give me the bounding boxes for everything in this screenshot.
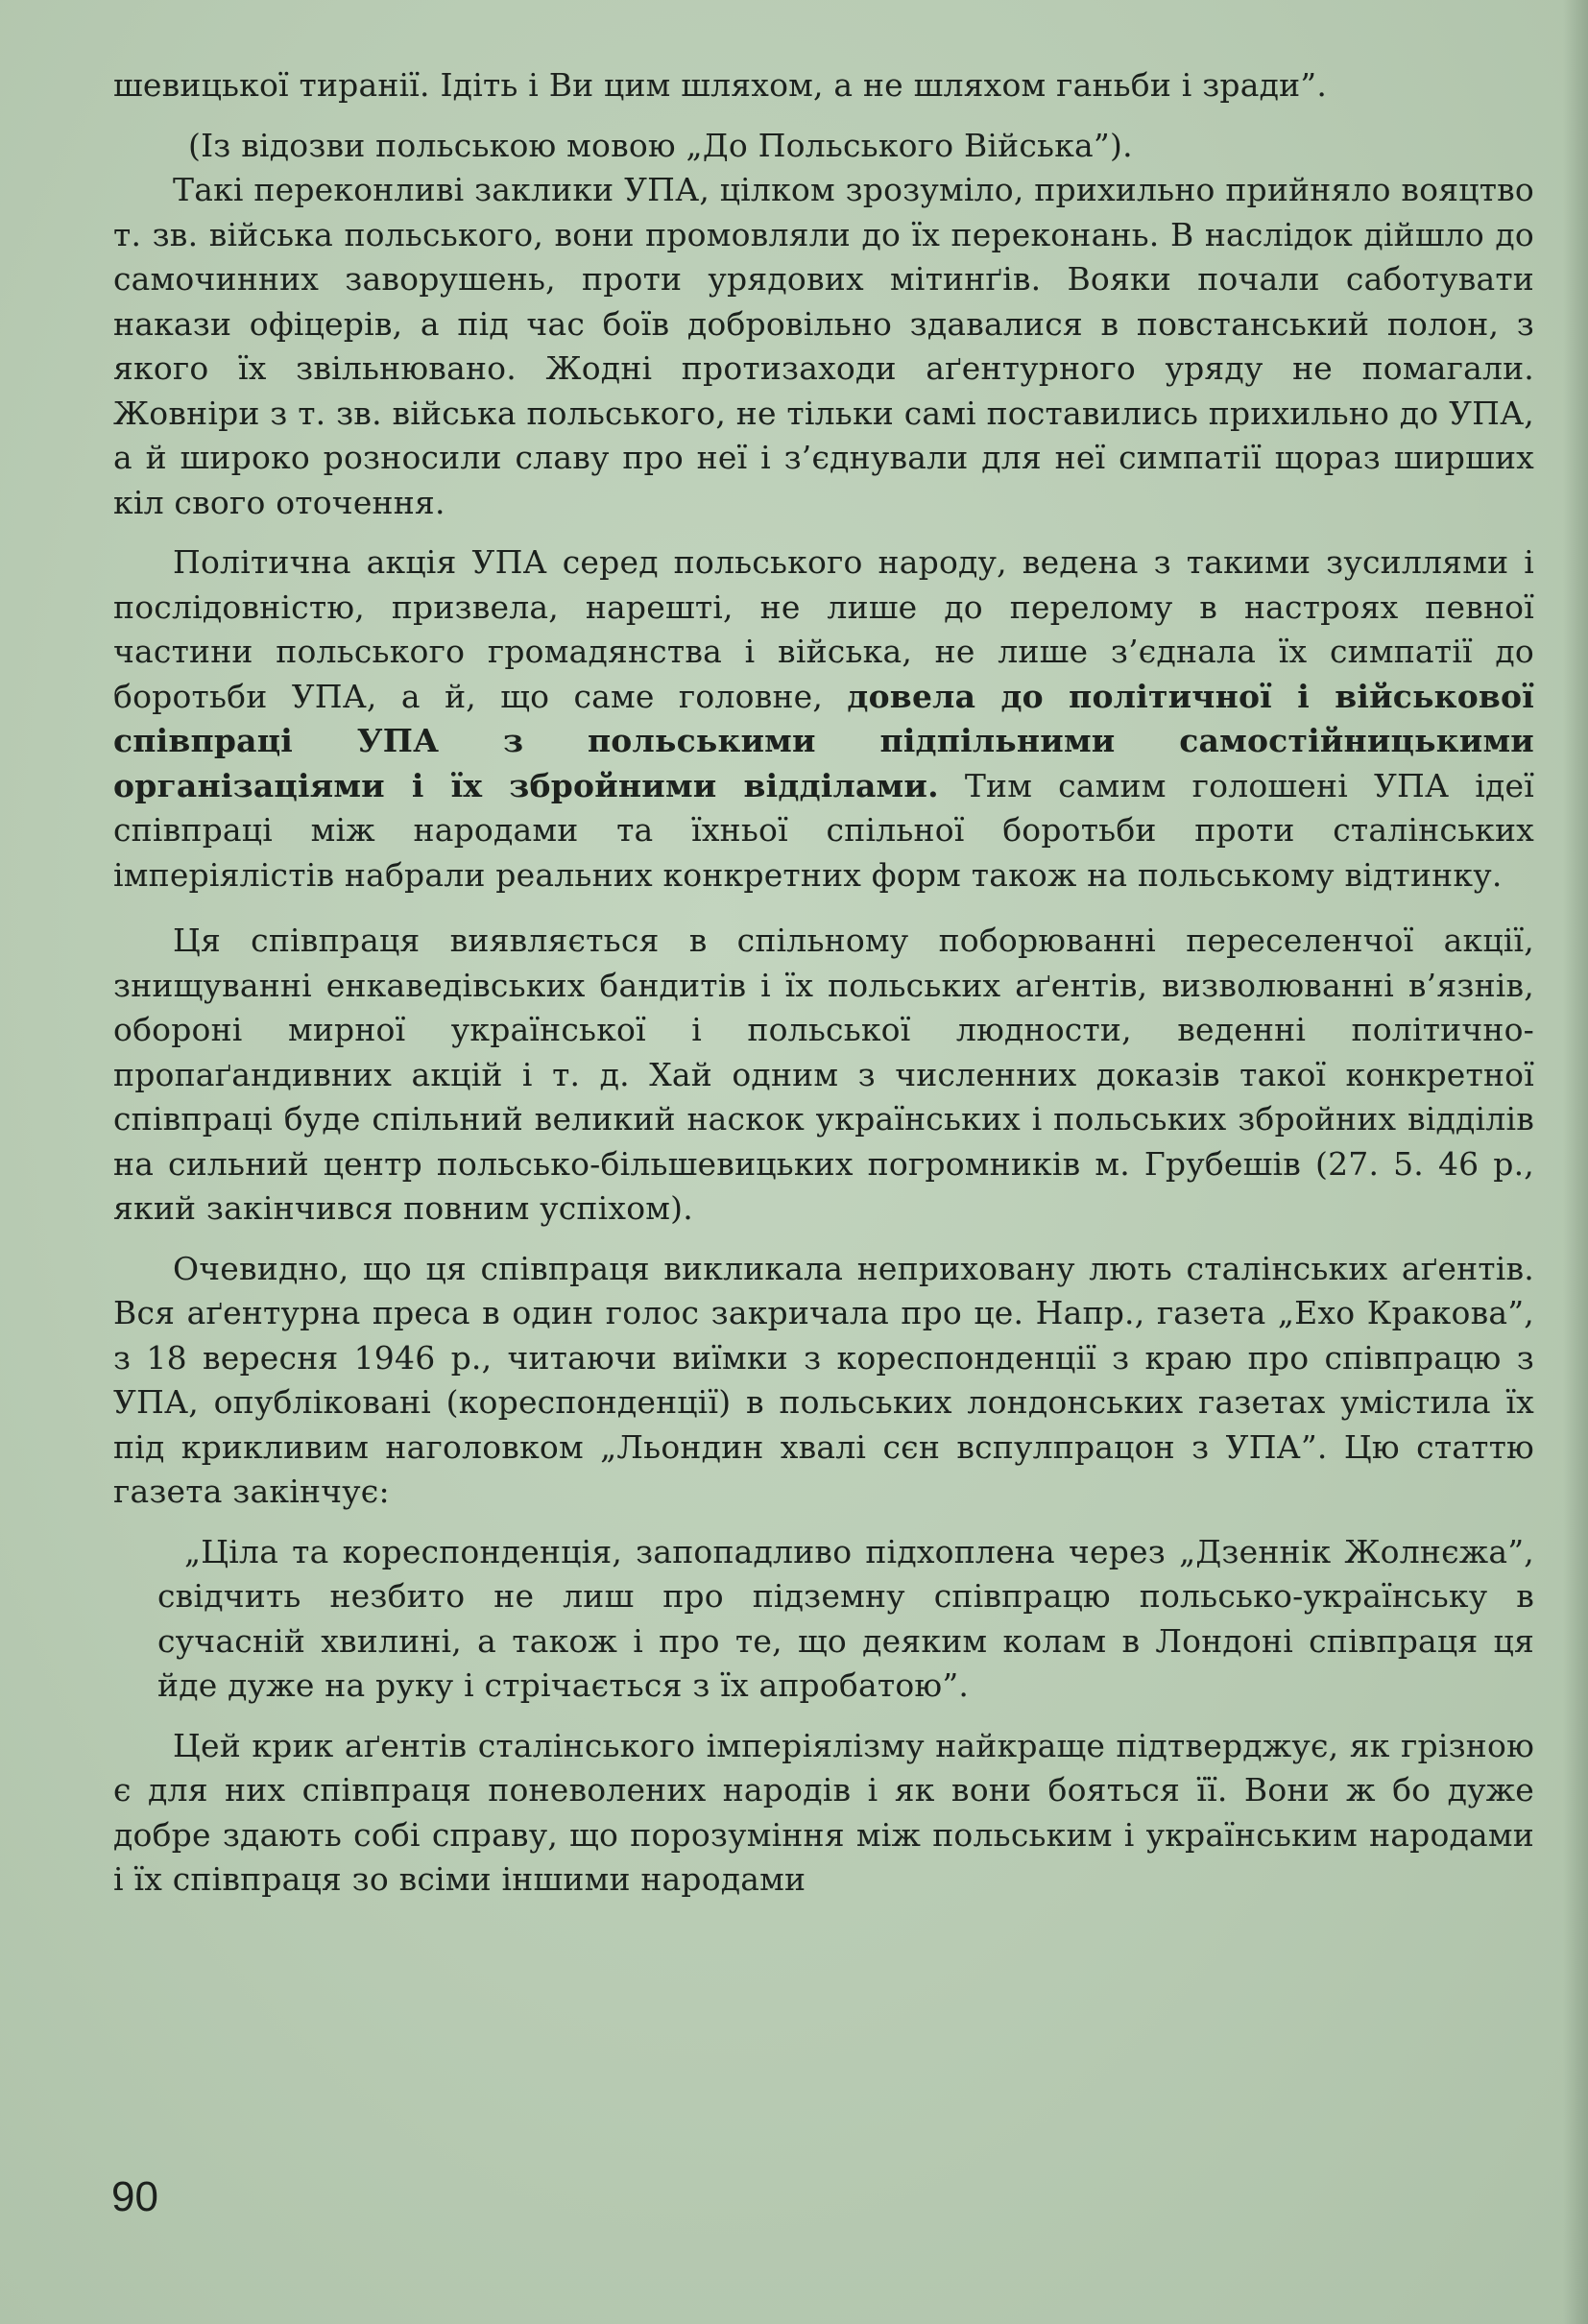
paragraph-cooperation: Ця співпраця виявляється в спільному поборюванні переселенчої акції, знищуванні енкаведівських бандитів і їх польських аґентів, визволюванні в’язнів, обороні мирної української і польської людности, веденні політично-пропаґандивних акцій і т. д. Хай одним з численних доказів такої конкретної співпраці буде спільний великий наскок українських і польських збройних відділів на сильний центр польсько-більшевицьких погромників м. Грубешів (27. 5. 46 р., який закінчився повним успіхом). [113, 922, 1534, 1227]
paragraph-political-action [113, 540, 1534, 898]
paragraph-political-action-tail: Тим самим голошені УПА ідеї співпраці між народами та їхньої спільної боротьби проти сталінських імперіялістів набрали реальних конкретних форм також на польському відтинку. [113, 766, 1535, 894]
paragraph-agents-reaction: Очевидно, що ця співпраця викликала неприховану лють сталінських аґентів. Вся аґентурна преса в один голос закричала про це. Напр., газета „Ехо Кракова”, з 18 вересня 1946 р., читаючи виїмки з кореспонденції з краю про співпрацю з УПА, опубліковані (кореспонденції) в польських лондонських газетах умістила їх під крикливим наголовком „Льондин хвалі сєн вспулпрацон з УПА”. Цю статтю газета закінчує: [113, 1249, 1534, 1510]
paragraph-source-note: (Із відозви польською мовою „До Польського Війська”). [188, 126, 1133, 164]
paragraph-continuation: шевицької тиранії. Ідіть і Ви цим шляхом, а не шляхом ганьби і зради”. [113, 66, 1328, 104]
paragraph-quotation: „Ціла та кореспонденція, запопадливо підхоплена через „Дзеннік Жолнєжа”, свідчить незбито не лиш про підземну співпрацю польсько-українську в сучасній хвилині, а також і про те, що деяким колам в Лондоні співпраця ця йде дуже на руку і стрічається з їх апробатою”. [157, 1532, 1534, 1704]
paragraph-political-action-emphasis: довела до політичної і військової співпраці УПА з польськими підпільними самостійницькими організаціями і їх збройними відділами. [113, 677, 1534, 804]
page-edge-shadow [1563, 0, 1588, 2324]
paragraph-conclusion: Цей крик аґентів сталінського імперіялізму найкраще підтверджує, як грізною є для них співпраця поневолених народів і як вони бояться її. Вони ж бо дуже добре здають собі справу, що порозуміння між польським і українським народами і їх співпраця зо всіми іншими народами [113, 1726, 1534, 1898]
body-text [113, 63, 1534, 1903]
page-number: 90 [111, 2173, 158, 2220]
paragraph-appeals: Такі переконливі заклики УПА, цілком зрозуміло, прихильно прийняло вояцтво т. зв. війська польського, вони промовляли до їх переконань. В наслідок дійшло до самочинних заворушень, проти урядових мітинґів. Вояки почали саботувати накази офіцерів, а під час боїв добровільно здавалися в повстанський полон, з якого їх звільнювано. Жодні протизаходи аґентурного уряду не помагали. Жовніри з т. зв. війська польського, не тільки самі поставились прихильно до УПА, а й широко розносили славу про неї і з’єднували для неї симпатії щораз ширших кіл свого оточення. [113, 171, 1534, 521]
paragraph-political-action-text: Політична акція УПА серед польського народу, ведена з такими зусиллями і послідовністю, призвела, нарешті, не лише до перелому в настроях певної частини польського громадянства і війська, не лише з’єднала їх симпатії до боротьби УПА, а й, що саме головне, [113, 543, 1534, 715]
